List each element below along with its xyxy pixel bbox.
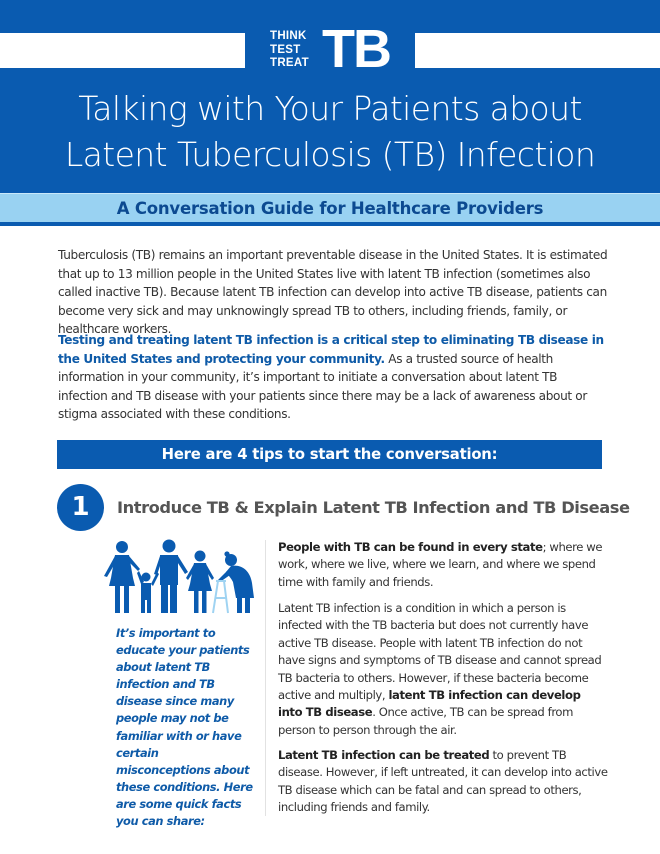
fact-3-emphasis: Latent TB infection can be treated (278, 748, 490, 762)
fact-2-emphasis: latent TB infection can develop into TB disease (278, 688, 581, 720)
column-divider (265, 540, 266, 816)
fact-paragraph-1 (278, 539, 608, 591)
subtitle-rule (0, 222, 660, 226)
fact-1-emphasis: People with TB can be found in every state (278, 540, 543, 554)
fact-2-body-end: . Once active, TB can be spread from person to person through the air. (278, 705, 574, 737)
family-icon (100, 538, 260, 618)
header-bar-right (415, 33, 660, 68)
logo-line-treat: TREAT (270, 57, 309, 69)
logo-small-text (270, 30, 309, 71)
logo-line-test: TEST (270, 43, 301, 56)
fact-paragraph-2 (278, 600, 608, 739)
intro-paragraph-2 (58, 331, 608, 424)
fact-3-body: to prevent TB disease. However, if left untreated, it can develop into active TB disease which can be fatal and can spread to others, including friends and family. (278, 748, 608, 815)
intro-paragraph-2-emphasis: Testing and treating latent TB infection is a critical step to eliminating TB disease in the United States and protecting your community. (58, 333, 604, 366)
tips-banner: Here are 4 tips to start the conversation: (57, 440, 602, 469)
intro-paragraph-1: Tuberculosis (TB) remains an important preventable disease in the United States. It is estimated that up to 13 million people in the United States live with latent TB infection (sometimes also called inactive TB). Because latent TB infection can develop into active TB disease, patients can become very sick and may unknowingly spread TB to others, including friends, family, or healthcare workers. (58, 248, 608, 337)
side-note: It’s important to educate your patients about latent TB infection and TB disease since many people may not be familiar with or have certain misconceptions about these conditions. Here are some quick facts you can share: (116, 626, 253, 829)
title-line-1: Talking with Your Patients about (78, 89, 582, 128)
logo-line-think: THINK (270, 30, 307, 42)
step-title: Introduce TB & Explain Latent TB Infection and TB Disease (117, 498, 630, 517)
page-subtitle: A Conversation Guide for Healthcare Providers (116, 199, 544, 218)
intro-paragraph-2-body: As a trusted source of health information in your community, it’s important to initiate a conversation about latent TB infection and TB disease with your patients since there may be a lack of awareness about or stigma associated with these conditions. (58, 351, 587, 422)
step-number-badge: 1 (57, 484, 104, 531)
page-title (0, 86, 660, 178)
title-line-2: Latent Tuberculosis (TB) Infection (64, 135, 596, 174)
think-test-treat-tb-logo (270, 19, 395, 79)
fact-paragraph-3 (278, 747, 608, 817)
fact-2-body-start: Latent TB infection is a condition in which a person is infected with the TB bacteria but does not currently have active TB disease. People with latent TB infection do not have signs and symptoms of TB disease and cannot spread TB bacteria to others. However, if these bacteria become active and multiply, (278, 601, 602, 703)
logo-tb: TB (322, 19, 390, 79)
header-banner (0, 0, 660, 193)
fact-1-body: ; where we work, where we live, where we learn, and where we spend time with family and friends. (278, 540, 603, 589)
header-bar-left (0, 33, 245, 68)
